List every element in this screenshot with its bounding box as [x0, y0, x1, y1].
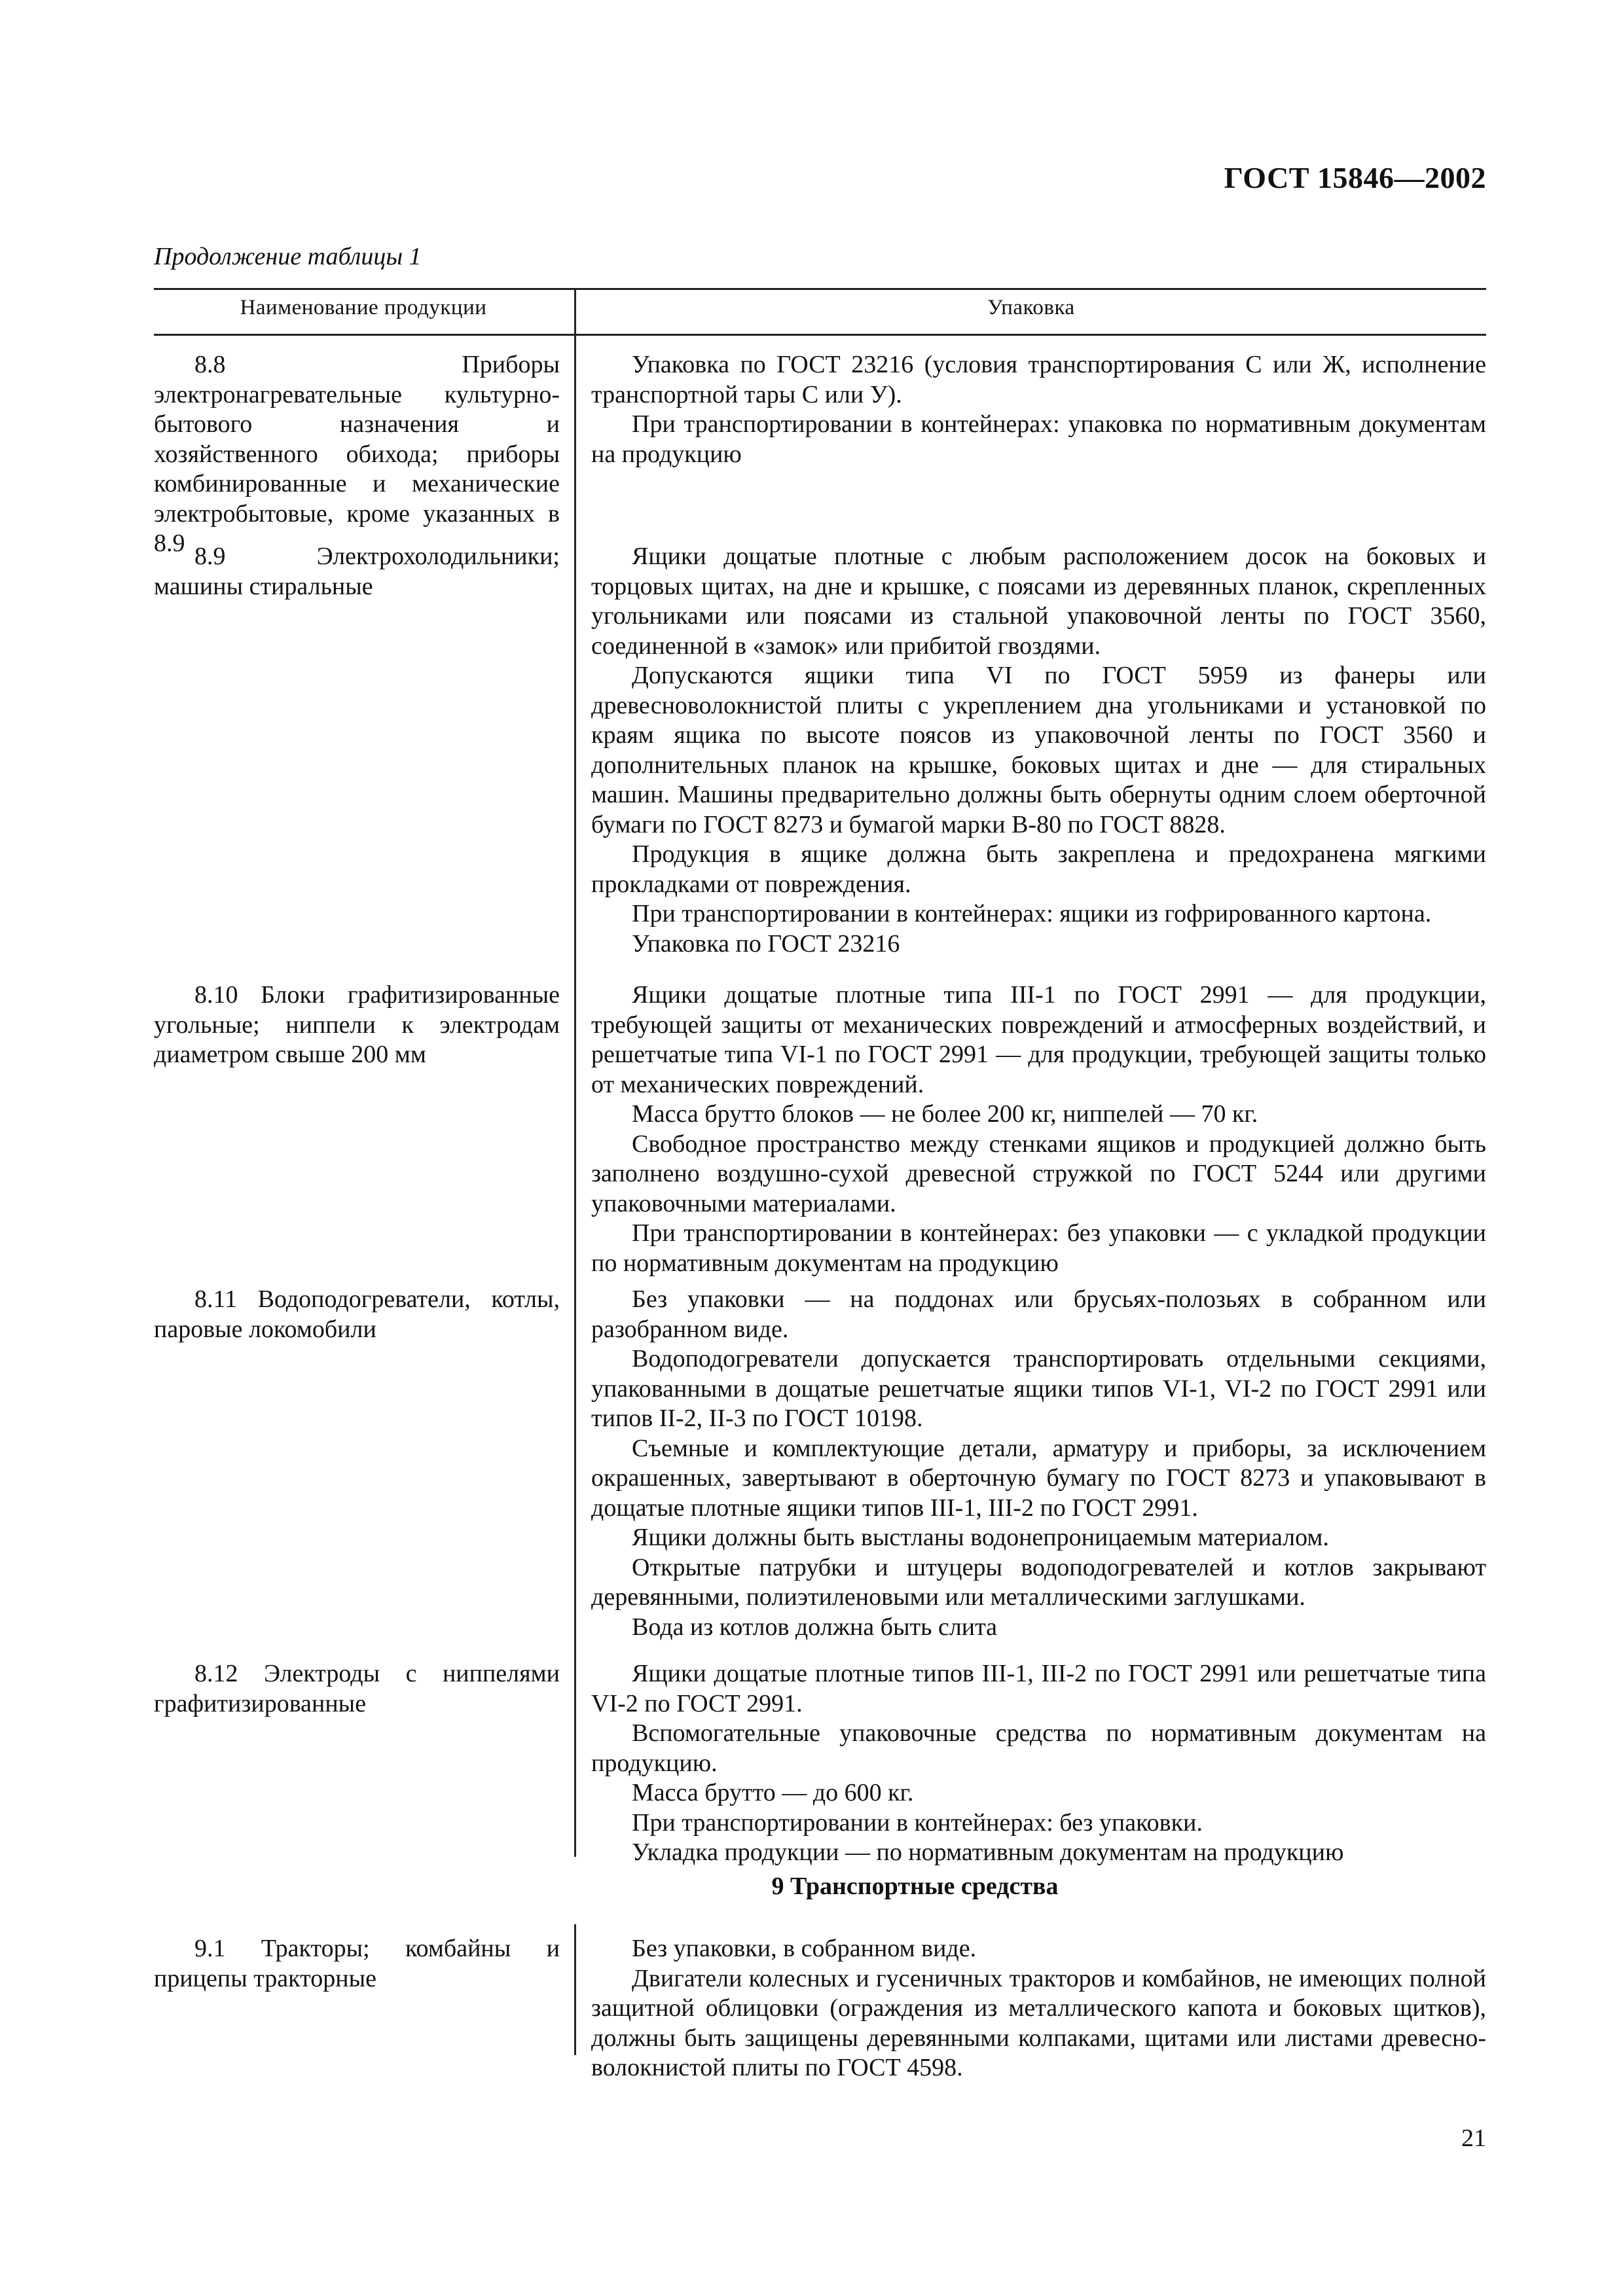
product-name: 8.8 Приборы электронагревательные культурно-бытового назначения и хозяйственного обихода; приборы комбинированные и механические электробытовые, кроме указанных в 8.9 — [154, 351, 560, 557]
packing-paragraph: При транспортировании в контейнерах: ящики из гофрированного картона. — [632, 900, 1432, 927]
table-caption: Продолжение таблицы 1 — [154, 243, 422, 270]
packing-paragraph: Упаковка по ГОСТ 23216 — [632, 929, 900, 958]
column-divider-main — [574, 335, 576, 1857]
packing-paragraph: Двигатели колесных и гусеничных тракторов и комбайнов, не имеющих полной защитной облицовки (ограждения из металлического капота и боковых щитков), должны быть защищены деревянными колпаками, щитами или листами древесно-волокнистой плиты по ГОСТ 4598. — [591, 1964, 1486, 2081]
packing-cell — [591, 350, 1486, 469]
packing-cell — [591, 1285, 1486, 1642]
packing-paragraph: При транспортировании в контейнерах: без упаковки — с укладкой продукции по нормативным документам на продукцию — [591, 1219, 1486, 1277]
product-name: 8.11 Водоподогреватели, котлы, паровые локомобили — [154, 1285, 560, 1343]
packing-paragraph: Ящики дощатые плотные типов III-1, III-2 по ГОСТ 2991 или решетчатые типа VI-2 по ГОСТ 2991. — [591, 1660, 1486, 1717]
packing-paragraph: При транспортировании в контейнерах: без упаковки. — [632, 1808, 1203, 1837]
packing-cell — [591, 542, 1486, 959]
column-divider-header — [574, 289, 576, 334]
packing-paragraph: Масса брутто блоков — не более 200 кг, ниппелей — 70 кг. — [632, 1100, 1258, 1128]
column-header-product: Наименование продукции — [240, 296, 487, 319]
table-header-rule — [154, 334, 1486, 336]
column-header-packing: Упаковка — [987, 296, 1075, 319]
product-name: 8.10 Блоки графитизированные угольные; ниппели к электродам диаметром свыше 200 мм — [154, 981, 560, 1068]
product-name: 9.1 Тракторы; комбайны и прицепы тракторные — [154, 1935, 560, 1992]
packing-paragraph: Свободное пространство между стенками ящиков и продукцией должно быть заполнено воздушно-сухой древесной стружкой по ГОСТ 5244 или другими упаковочными материалами. — [591, 1130, 1486, 1217]
product-name: 8.12 Электроды с ниппелями графитизированные — [154, 1660, 560, 1717]
packing-paragraph: Без упаковки — на поддонах или брусьях-полозьях в собранном или разобранном виде. — [591, 1285, 1486, 1343]
packing-paragraph: При транспортировании в контейнерах: упаковка по нормативным документам на продукцию — [591, 410, 1486, 468]
column-divider-section — [574, 1924, 576, 2055]
packing-paragraph: Допускаются ящики типа VI по ГОСТ 5959 из фанеры или древесноволокнистой плиты с укреплением дна угольниками и установкой по краям ящика по высоте поясов из упаковочной ленты по ГОСТ 3560 и дополнительных планок на крышке, боковых щитах и дне — для стиральных машин. Машины предварительно должны быть обернуты одним слоем оберточной бумаги по ГОСТ 8273 и бумагой марки В-80 по ГОСТ 8828. — [591, 662, 1486, 838]
table-top-rule — [154, 288, 1486, 290]
packing-cell — [591, 1659, 1486, 1868]
packing-paragraph: Ящики дощатые плотные типа III-1 по ГОСТ 2991 — для продукции, требующей защиты от механических повреждений и атмосферных воздействий, и решетчатые типа VI-1 по ГОСТ 2991 — для продукции, требующей защиты только от механических повреждений. — [591, 981, 1486, 1098]
page-number: 21 — [1461, 2125, 1486, 2152]
packing-paragraph: Открытые патрубки и штуцеры водоподогревателей и котлов закрывают деревянными, полиэтиленовыми или металлическими заглушками. — [591, 1553, 1486, 1611]
packing-cell — [591, 1934, 1486, 2083]
packing-paragraph: Ящики дощатые плотные с любым расположением досок на боковых и торцовых щитах, на дне и крышке, с поясами из деревянных планок, скрепленных угольниками или поясами из стальной упаковочной ленты по ГОСТ 3560, соединенной в «замок» или прибитой гвоздями. — [591, 543, 1486, 660]
packing-paragraph: Упаковка по ГОСТ 23216 (условия транспортирования С или Ж, исполнение транспортной тары С или У). — [591, 351, 1486, 408]
packing-paragraph: Ящики должны быть выстланы водонепроницаемым материалом. — [632, 1524, 1329, 1551]
packing-paragraph: Вода из котлов должна быть слита — [632, 1613, 998, 1641]
packing-paragraph: Масса брутто — до 600 кг. — [632, 1779, 914, 1806]
section-title: 9 Транспортные средства — [771, 1873, 1059, 1900]
document-code: ГОСТ 15846—2002 — [1224, 161, 1486, 194]
packing-paragraph: Без упаковки, в собранном виде. — [632, 1935, 977, 1962]
packing-paragraph: Вспомогательные упаковочные средства по нормативным документам на продукцию. — [591, 1719, 1486, 1777]
packing-paragraph: Продукция в ящике должна быть закреплена и предохранена мягкими прокладками от повреждения. — [591, 840, 1486, 898]
packing-cell — [591, 980, 1486, 1278]
packing-paragraph: Съемные и комплектующие детали, арматуру и приборы, за исключением окрашенных, завертывают в оберточную бумагу по ГОСТ 8273 и упаковывают в дощатые плотные ящики типов III-1, III-2 по ГОСТ 2991. — [591, 1434, 1486, 1522]
product-name: 8.9 Электрохолодильники; машины стиральные — [154, 543, 560, 600]
packing-paragraph: Укладка продукции — по нормативным документам на продукцию — [632, 1839, 1344, 1866]
packing-paragraph: Водоподогреватели допускается транспортировать отдельными секциями, упакованными в дощатые решетчатые ящики типов VI-1, VI-2 по ГОСТ 2991 или типов II-2, II-3 по ГОСТ 10198. — [591, 1345, 1486, 1432]
